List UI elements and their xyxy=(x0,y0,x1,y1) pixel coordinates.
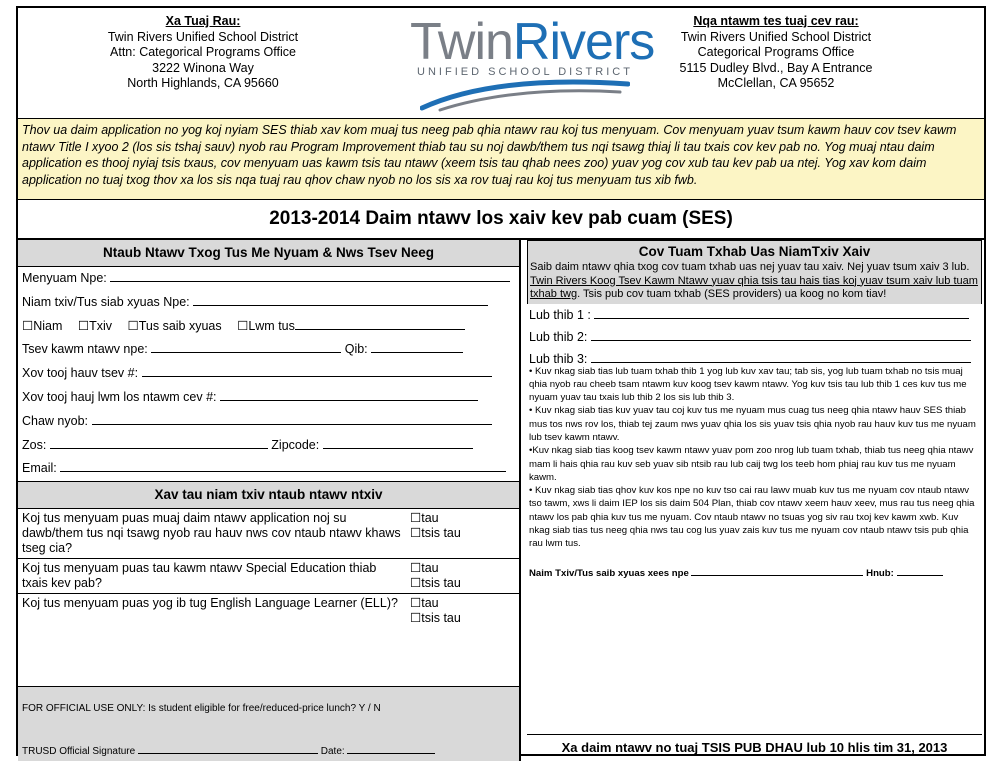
answer-yes-checkbox[interactable]: ☐tau xyxy=(410,511,439,526)
provider-header-box xyxy=(527,240,982,304)
drop-off-address xyxy=(636,14,916,92)
choice-2-field[interactable] xyxy=(521,326,984,348)
question-text: Koj tus menyuam puas muaj daim ntawv application noj su dawb/them tus nqi tsawg nyob rau hauv nws cov ntaub ntawv khaws tseg cia? xyxy=(22,511,401,556)
provider-choice-panel xyxy=(521,240,984,761)
school-grade-field xyxy=(18,338,519,362)
acknowledgement-item: • Kuv nkag siab tias kuv yuav tau coj kuv tus me nyuam mus cuag tus neeg qhia ntawv hauv SES thiab mus tos nws rov los, thiab tej zaum nws yuav qhia los sis yuav tsis qhia nyob rau hauv kuv tus me nyuam lub tsev kawm ntawv. xyxy=(529,405,976,443)
twin-rivers-logo xyxy=(410,13,655,114)
parent-signature-row xyxy=(521,565,984,579)
relation-option-other[interactable]: ☐Lwm tus xyxy=(237,319,465,333)
parent-date-input[interactable] xyxy=(897,565,943,576)
acknowledgement-item: • Kuv nkag siab tias lub tuam txhab thib 1 yog lub kuv xav tau; tab sis, yog lub tuam txhab no tsis muaj qhia nyob rau cheeb tsam ntawm kuv koog tsev kawm ntawv. Yog kuv tsis tau lub thib 1 ces kuv tus me nyuam yuav tau txais lub thib 2 los sis lub thib 3. xyxy=(529,365,967,404)
grade-label: Qib: xyxy=(344,342,368,357)
choice-1-field[interactable] xyxy=(521,304,984,326)
city-zip-field xyxy=(18,434,519,458)
question-text: Koj tus menyuam puas yog ib tug English Language Learner (ELL)? xyxy=(22,596,398,611)
choice-3-label: Lub thib 3: xyxy=(529,351,588,366)
choice-3-input[interactable] xyxy=(591,348,971,363)
zipcode-input[interactable] xyxy=(323,434,473,449)
drop-off-line: Twin Rivers Unified School District xyxy=(680,29,872,44)
parent-signature-input[interactable] xyxy=(691,565,863,576)
acknowledgement-list xyxy=(521,365,984,551)
home-phone-label: Xov tooj hauv tsev #: xyxy=(22,366,139,381)
send-to-line: 3222 Winona Way xyxy=(152,60,254,75)
work-phone-field[interactable] xyxy=(18,386,519,410)
email-field[interactable] xyxy=(18,457,519,481)
zipcode-label: Zipcode: xyxy=(271,437,320,452)
email-label: Email: xyxy=(22,461,57,476)
answer-no-checkbox[interactable]: ☐tsis tau xyxy=(410,611,461,626)
question-lunch-application xyxy=(18,509,519,558)
parent-signature-label: Naim Txiv/Tus saib xyuas xees npe xyxy=(529,567,689,579)
choice-1-label: Lub thib 1 : xyxy=(529,307,591,322)
official-date-label: Date: xyxy=(320,746,345,757)
email-input[interactable] xyxy=(60,457,506,472)
choice-2-input[interactable] xyxy=(591,326,971,341)
city-label: Zos: xyxy=(22,437,47,452)
send-to-line: Twin Rivers Unified School District xyxy=(107,29,299,44)
drop-off-title: Nqa ntawm tes tuaj cev rau: xyxy=(693,14,859,28)
ses-application-form xyxy=(16,6,986,756)
submission-deadline: Xa daim ntawv no tuaj TSIS PUB DHAU lub 10 hlis tim 31, 2013 xyxy=(527,734,982,761)
logo-subtitle: UNIFIED SCHOOL DISTRICT xyxy=(417,66,633,78)
city-input[interactable] xyxy=(50,434,268,449)
official-signature-input[interactable] xyxy=(138,743,318,754)
send-to-address xyxy=(63,14,343,92)
official-eligibility-text: FOR OFFICIAL USE ONLY: Is student eligible for free/reduced-price lunch? Y / N xyxy=(22,703,381,714)
question-english-learner xyxy=(18,593,519,628)
parent-info-heading: Xav tau niam txiv ntaub ntawv ntxiv xyxy=(18,481,519,509)
river-swoosh-icon xyxy=(420,76,630,112)
parent-name-label: Niam txiv/Tus siab xyuas Npe: xyxy=(22,294,190,309)
parent-name-input[interactable] xyxy=(193,291,488,306)
choice-2-label: Lub thib 2: xyxy=(529,329,588,344)
grade-input[interactable] xyxy=(371,338,463,353)
drop-off-line: McClellan, CA 95652 xyxy=(717,76,835,90)
answer-no-checkbox[interactable]: ☐tsis tau xyxy=(410,576,461,591)
provider-instructions: Saib daim ntawv qhia txog cov tuam txhab uas nej yuav tau xaiv. Nej yuav tsum xaiv 3 lub. Twin Rivers Koog Tsev Kawm Ntawv yuav qhia tsis tau hais tias koj yuav tsum xaiv lub tuam txhab twg. Tsis pub cov tuam txhab (SES providers) ua koog no kom tiav! xyxy=(530,261,978,300)
student-section-heading: Ntaub Ntawv Txog Tus Me Nyuam & Nws Tsev Neeg xyxy=(18,240,519,267)
student-name-input[interactable] xyxy=(110,267,510,282)
address-label: Chaw nyob: xyxy=(22,413,89,428)
work-phone-label: Xov tooj hauj lwm los ntawm cev #: xyxy=(22,389,217,404)
answer-yes-checkbox[interactable]: ☐tau xyxy=(410,596,439,611)
address-input[interactable] xyxy=(92,410,492,425)
choice-3-field[interactable] xyxy=(521,348,984,365)
choice-1-input[interactable] xyxy=(594,304,969,319)
form-header xyxy=(18,8,984,119)
official-use-box xyxy=(18,686,519,761)
instructions-notice: Thov ua daim application no yog koj nyiam SES thiab xav kom muaj tus neeg pab qhia ntawv rau koj tus menyuam. Cov menyuam yuav tsum kawm hauv cov tsev kawm ntawv Title I xyoo 2 (los sis tshaj sauv) nyob rau Program Improvement thiab tau su noj dawb/them tus nqi tsawg thiaj li tau txais cov kev pab no. Yog muaj ntau daim application es thooj nyiaj tsis txaus, cov menyuam uas kawm tsis tau ntawv (xeem tsis tau qhab nees zoo) yuav yog cov xub tau kev pab ua ntej. Yog xav kom daim application no tuaj txog thov xa los sis nqa tuaj rau qhov chaw nyob no los sis xa rov tuaj rau koj tus menyuam tus xib fwb. xyxy=(18,119,984,200)
parent-name-field[interactable] xyxy=(18,291,519,315)
relation-options xyxy=(18,315,519,339)
parent-date-label: Hnub: xyxy=(866,567,894,579)
answer-yes-checkbox[interactable]: ☐tau xyxy=(410,561,439,576)
acknowledgement-item: •Kuv nkag siab tias koog tsev kawm ntawv yuav pom zoo nrog lub tuam txhab, thiab tus neeg qhia ntawv mam li hais qhia rau kuv seb yuav sib ntsib rau lub caij twg los teeb hom phiaj rau kuv tus me nyuam kawm. xyxy=(529,445,974,483)
send-to-line: North Highlands, CA 95660 xyxy=(127,76,279,90)
drop-off-line: Categorical Programs Office xyxy=(697,45,855,59)
home-phone-input[interactable] xyxy=(142,362,492,377)
answer-no-checkbox[interactable]: ☐tsis tau xyxy=(410,526,461,541)
student-family-panel xyxy=(18,240,521,761)
official-signature-row xyxy=(22,743,435,757)
drop-off-line: 5115 Dudley Blvd., Bay A Entrance xyxy=(679,60,873,75)
acknowledgement-item: • Kuv nkag siab tias qhov kuv kos npe no kuv tso cai rau lawv muab kuv tus me nyuam cov ntaub ntawv tso tawm, xws li daim IEP los sis daim 504 Plan, thiab cov ntawv xeem hauv xeev, mus rau tus neeg qhia ntawv los pab qhia kuv tus me nyuam. Cov ntaub ntawv no tsuas yog siv rau txoj kev kawm xwb. Kuv nkag siab tias tus neeg qhia nws tau cog lus yuav zais kuv tus me nyuam cov ntaub ntawv tsis pub qhia rau lwm tus. xyxy=(529,485,975,550)
send-to-title: Xa Tuaj Rau: xyxy=(165,14,241,28)
relation-other-input[interactable] xyxy=(295,315,465,330)
logo-wordmark: TwinRivers xyxy=(410,13,655,71)
address-field[interactable] xyxy=(18,410,519,434)
student-name-label: Menyuam Npe: xyxy=(22,271,107,285)
provider-section-heading: Cov Tuam Txhab Uas NiamTxiv Xaiv xyxy=(638,244,871,259)
question-special-education xyxy=(18,558,519,593)
relation-option-father[interactable]: ☐Txiv xyxy=(77,318,113,333)
school-name-input[interactable] xyxy=(151,338,341,353)
official-date-input[interactable] xyxy=(347,743,435,754)
relation-option-guardian[interactable]: ☐Tus saib xyuas xyxy=(127,318,222,333)
student-name-field[interactable] xyxy=(18,267,519,291)
relation-option-mother[interactable]: ☐Niam xyxy=(22,318,63,333)
question-text: Koj tus menyuam puas tau kawm ntawv Special Education thiab txais kev pab? xyxy=(22,561,377,591)
official-signature-label: TRUSD Official Signature xyxy=(22,746,136,757)
school-name-label: Tsev kawm ntawv npe: xyxy=(22,342,148,357)
form-title: 2013-2014 Daim ntawv los xaiv kev pab cuam (SES) xyxy=(18,200,984,240)
send-to-line: Attn: Categorical Programs Office xyxy=(110,45,296,59)
home-phone-field[interactable] xyxy=(18,362,519,386)
work-phone-input[interactable] xyxy=(220,386,478,401)
